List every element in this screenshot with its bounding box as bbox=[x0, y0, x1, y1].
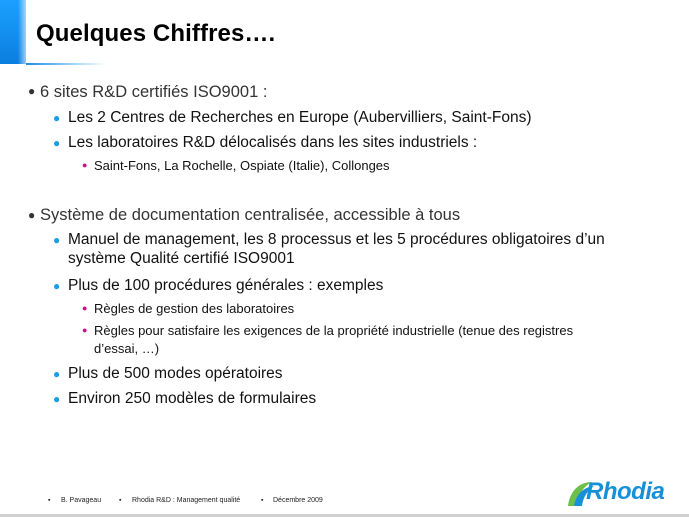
footer-date: Décembre 2009 bbox=[273, 497, 323, 504]
section-2-item-1-line-2: système Qualité certifié ISO9001 bbox=[68, 250, 295, 267]
bullet-icon: ● bbox=[53, 279, 61, 293]
footer-author: B. Pavageau bbox=[61, 497, 102, 504]
section-2-item-2-sub-2-line-1: Règles pour satisfaire les exigences de la propriété industrielle (tenue des registres bbox=[94, 323, 574, 338]
section-2-heading: Système de documentation centralisée, accessible à tous bbox=[40, 206, 461, 224]
section-1-item-2-sub-1: Saint-Fons, La Rochelle, Ospiate (Italie), Collonges bbox=[94, 158, 390, 173]
bullet-icon: ● bbox=[53, 233, 61, 247]
bullet-icon: ● bbox=[28, 208, 36, 222]
section-2-item-2: Plus de 100 procédures générales : exemples bbox=[68, 277, 384, 294]
section-2-item-2-sub-1: Règles de gestion des laboratoires bbox=[94, 301, 295, 316]
sub-bullet-icon: ● bbox=[82, 160, 88, 170]
bullet-icon: ● bbox=[53, 392, 61, 406]
title-underline bbox=[26, 63, 106, 65]
section-1-item-2: Les laboratoires R&D délocalisés dans les sites industriels : bbox=[68, 134, 478, 151]
section-2-item-3: Plus de 500 modes opératoires bbox=[68, 365, 283, 382]
section-1-heading: 6 sites R&D certifiés ISO9001 : bbox=[40, 83, 268, 101]
sub-bullet-icon: ● bbox=[82, 303, 88, 313]
sub-bullet-icon: ● bbox=[82, 325, 88, 335]
footer-department: Rhodia R&D : Management qualité bbox=[132, 497, 241, 504]
logo-text: Rhodia bbox=[586, 478, 665, 505]
footer-bullet-icon: ▪ bbox=[261, 497, 264, 504]
section-1-item-1: Les 2 Centres de Recherches en Europe (Aubervilliers, Saint-Fons) bbox=[68, 109, 532, 126]
section-2-item-4: Environ 250 modèles de formulaires bbox=[68, 390, 317, 407]
bullet-icon: ● bbox=[53, 136, 61, 150]
rhodia-logo bbox=[566, 476, 666, 510]
title-accent-shade bbox=[18, 0, 30, 64]
footer-bullet-icon: ▪ bbox=[48, 497, 51, 504]
section-2-item-2-sub-2-line-2: d’essai, …) bbox=[94, 341, 160, 356]
section-2-item-1-line-1: Manuel de management, les 8 processus et les 5 procédures obligatoires d’un bbox=[68, 231, 605, 248]
bullet-icon: ● bbox=[53, 111, 61, 125]
footer-bullet-icon: ▪ bbox=[119, 497, 122, 504]
slide-title: Quelques Chiffres…. bbox=[36, 20, 276, 47]
bullet-icon: ● bbox=[28, 84, 36, 98]
bullet-icon: ● bbox=[53, 367, 61, 381]
